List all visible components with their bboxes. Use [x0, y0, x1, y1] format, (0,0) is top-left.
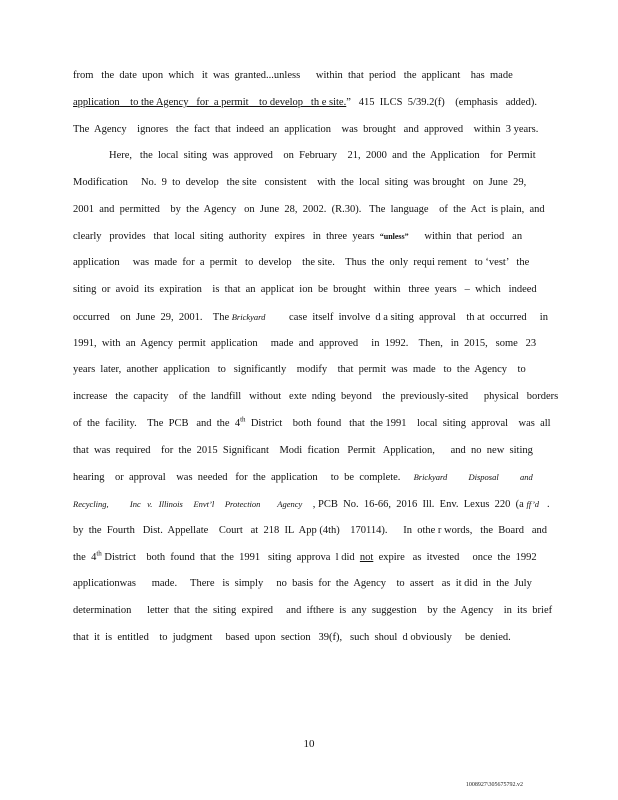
text-segment: Recycling, Inc v. Illinois Envt’l Protection Agency [73, 499, 303, 509]
text-segment: the 4 [73, 551, 97, 563]
text-line [73, 549, 543, 579]
text-line [73, 124, 543, 151]
text-line [73, 311, 548, 338]
text-segment: 2001 and permitted by the Agency on June 28, 2002. (R.30). The language of the Act is plain, and [73, 203, 545, 215]
text-segment: clearly provides that local siting authority expires in three years [73, 230, 380, 242]
text-line [73, 231, 543, 258]
text-line [73, 605, 553, 632]
text-segment: that it is entitled to judgment based upon section 39(f), such shoul d obviously be denied. [73, 631, 511, 643]
text-segment: hearing or approval was needed for the application to be complete. [73, 472, 414, 484]
text-line [73, 97, 543, 124]
text-segment: , PCB No. 16-66, 2016 Ill. Env. Lexus 220 (a [302, 499, 527, 510]
text-line [73, 498, 550, 525]
text-segment: applicationwas made. There is simply no basis for the Agency to assert as it did in the July [73, 578, 532, 590]
text-segment: District both found that the 1991 siting approva l did [101, 551, 360, 563]
document-id: 1008927\305675792.v2 [465, 782, 523, 788]
text-line [73, 471, 543, 498]
text-segment: “unless” [379, 231, 409, 241]
text-segment: expire as itvested once the 1992 [373, 551, 537, 563]
text-segment: ff’d [526, 499, 540, 509]
text-segment: Brickyard Disposal and [413, 472, 533, 483]
text-segment: of the facility. The PCB and the 4 [73, 417, 241, 429]
text-segment: within that period an [408, 230, 523, 242]
text-segment: th [96, 549, 102, 557]
page-number: 10 [303, 738, 315, 750]
text-segment: that was required for the 2015 Significant Modi fication Permit Application, and no new siting [73, 444, 533, 456]
text-segment: not [359, 551, 374, 563]
text-segment: Modification No. 9 to develop the site consistent with the local siting was brought on June 29, [73, 177, 527, 188]
text-segment: years later, another application to significantly modify that permit was made to the Agency to [73, 364, 526, 376]
text-line [73, 364, 543, 391]
text-segment: siting or avoid its expiration is that an applicat ion be brought within three years – which indeed [73, 284, 537, 295]
text-segment: The Agency ignores the fact that indeed an application was brought and approved within 3 years. [73, 123, 539, 135]
text-segment: from the date upon which it was granted...unless within that period the applicant has made [73, 70, 513, 81]
text-line [73, 632, 543, 659]
text-segment: application was made for a permit to develop the site. Thus the only requi rement to ‘vest’ the [73, 257, 530, 269]
text-line [73, 391, 559, 418]
text-line [73, 150, 543, 177]
text-segment: ” 415 ILCS 5/39.2(f) (emphasis added). [346, 96, 537, 108]
text-line [73, 177, 543, 204]
text-segment: by the Fourth Dist. Appellate Court at 218 IL App (4th) 170114). In othe r words, the Board and [73, 524, 547, 536]
text-line [73, 578, 543, 605]
text-segment: increase the capacity of the landfill without exte nding beyond the previously-sited physical borders [73, 391, 559, 402]
text-line [73, 204, 543, 231]
text-segment: 1991, with an Agency permit application made and approved in 1992. Then, in 2015, some 23 [73, 337, 537, 349]
text-segment: District both found that the 1991 local siting approval was all [245, 417, 551, 429]
text-segment: determination letter that the siting expired and ifthere is any suggestion by the Agency in its brief [73, 605, 553, 616]
text-segment: application to the Agency for a permit to develop th e site. [73, 96, 347, 108]
text-line [73, 524, 547, 552]
text-line [73, 70, 543, 97]
body-text [73, 70, 559, 659]
text-line [73, 415, 551, 445]
text-segment: occurred on June 29, 2001. The [73, 311, 232, 323]
text-segment: . [539, 499, 550, 510]
text-line [73, 257, 543, 284]
text-segment: Here, the local siting was approved on February 21, 2000 and the Application for Permit [109, 150, 536, 162]
text-line [73, 338, 543, 365]
text-segment: case itself involve d a siting approval th at occurred in [265, 311, 548, 323]
text-line [73, 284, 543, 311]
text-segment: Brickyard [231, 311, 266, 322]
text-segment: th [240, 415, 246, 424]
text-line [73, 445, 543, 472]
